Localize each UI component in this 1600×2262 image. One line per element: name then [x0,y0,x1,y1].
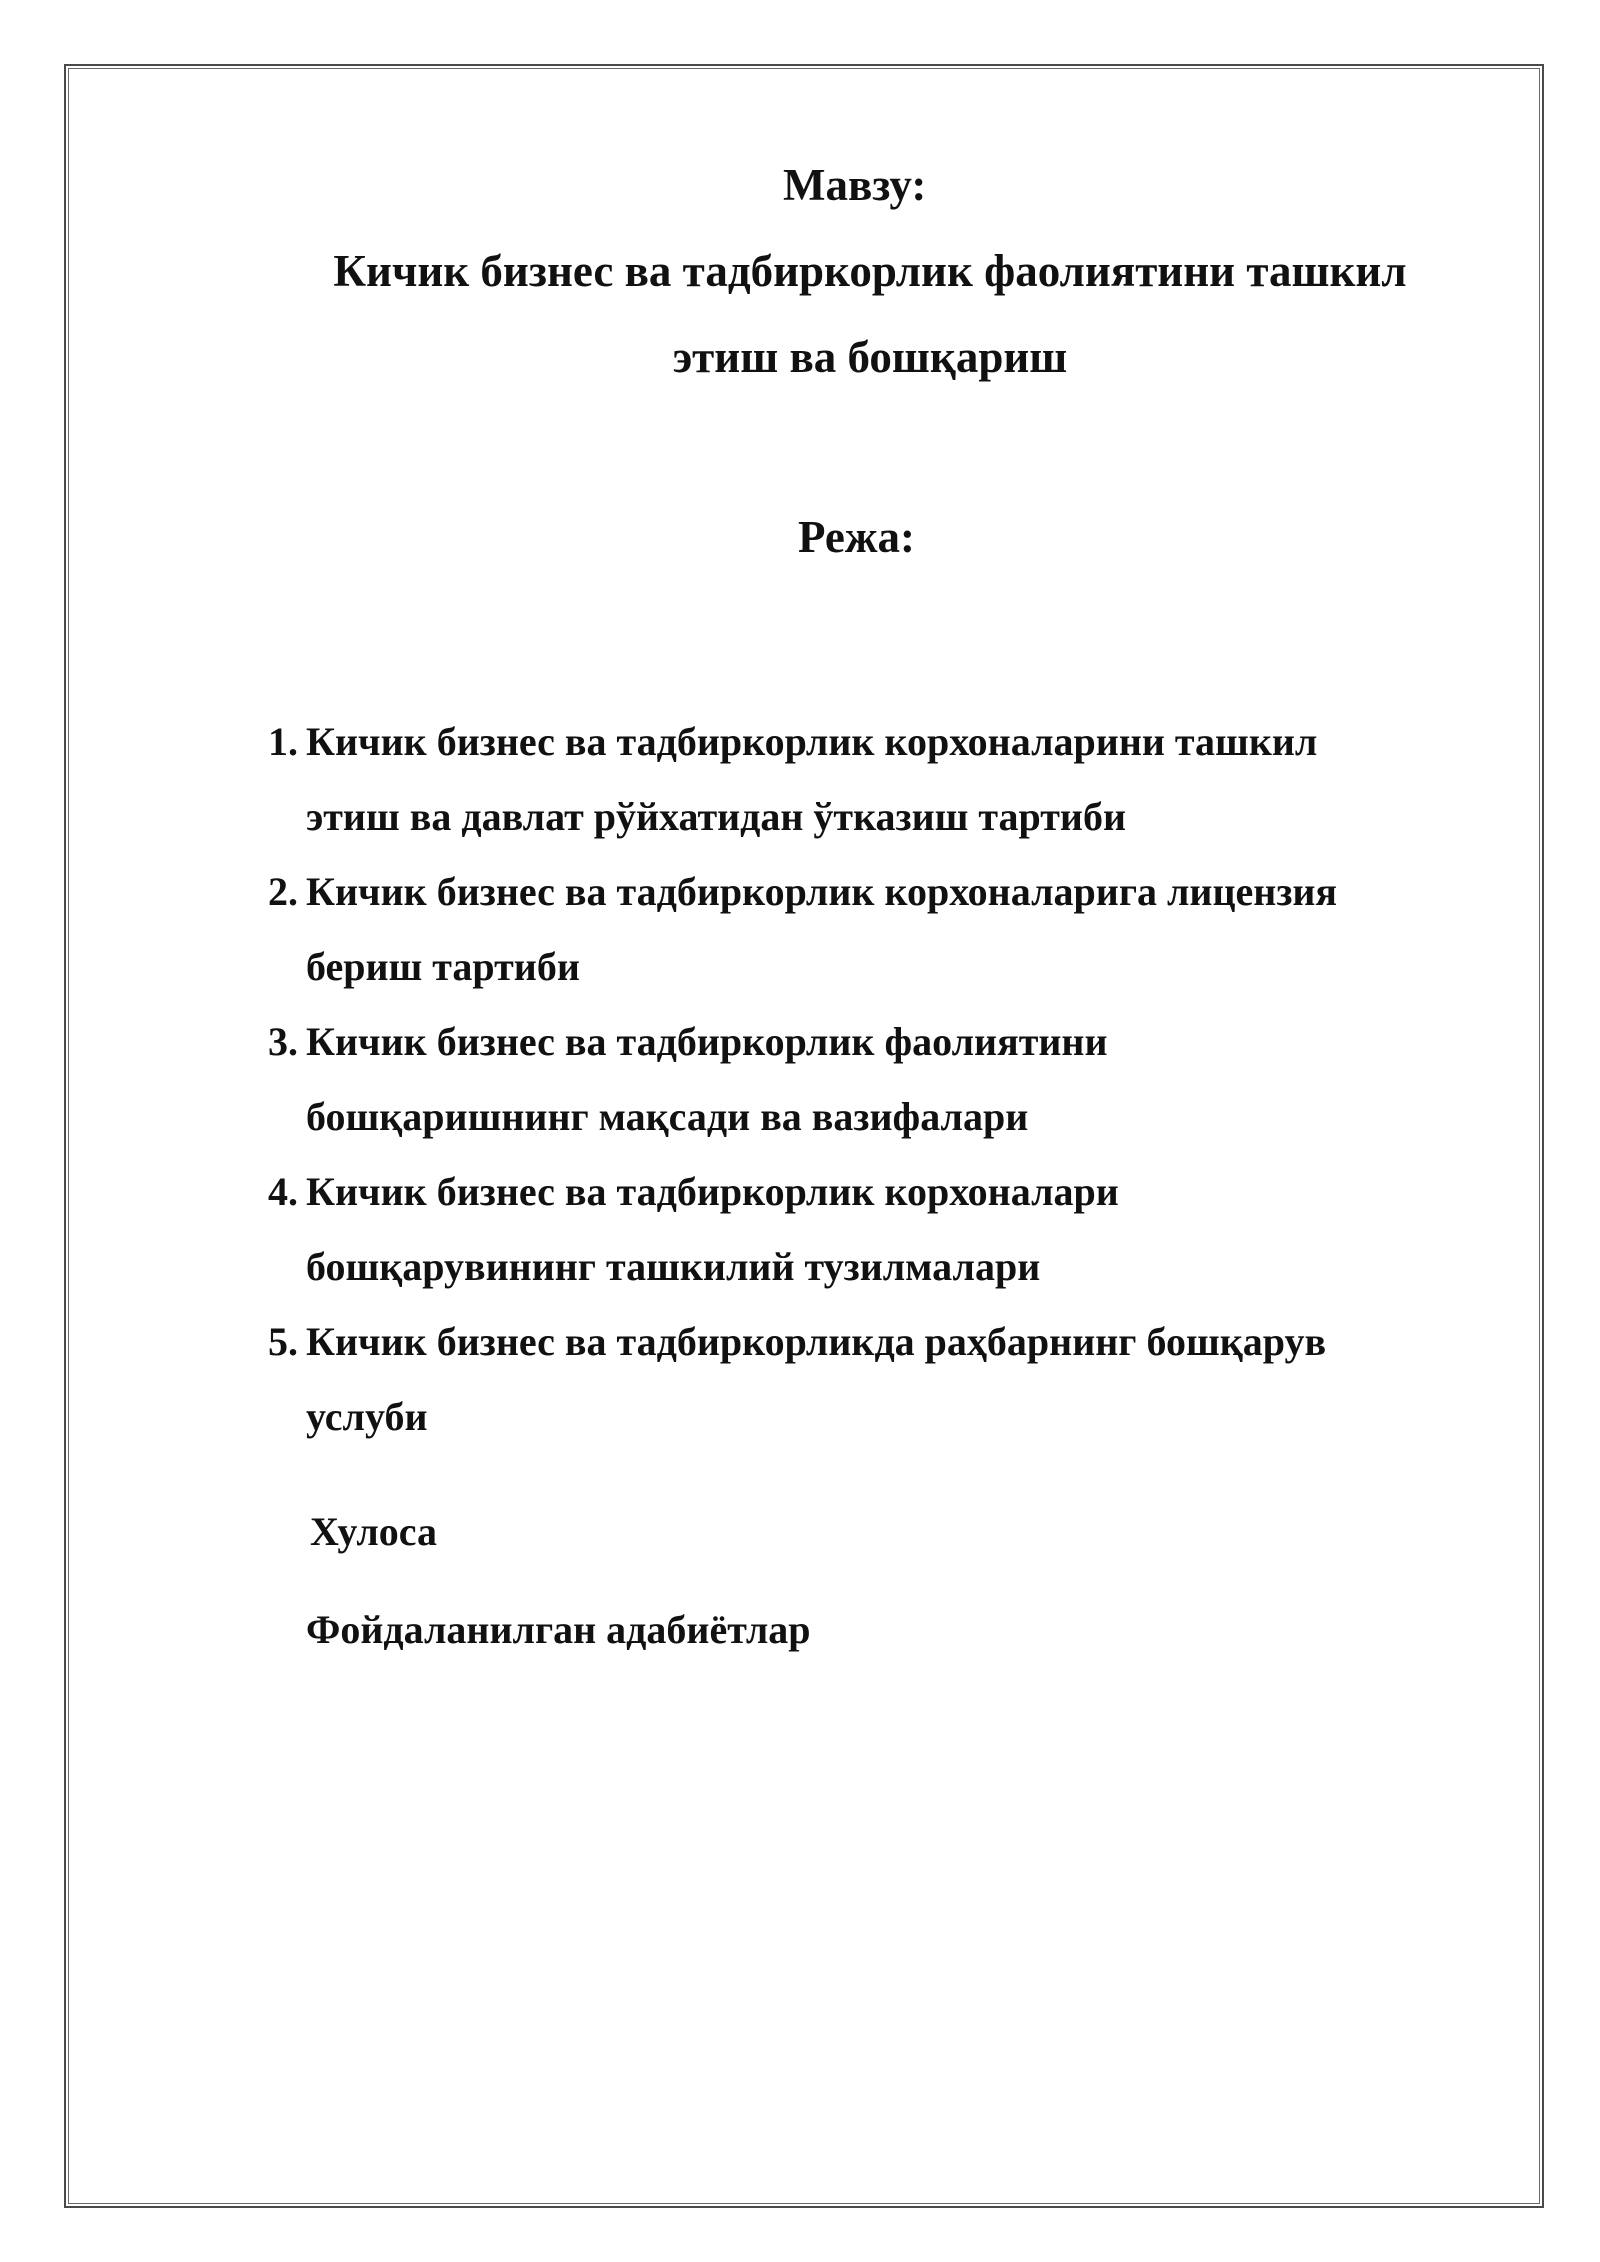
plan-item-line: Кичик бизнес ва тадбиркорлик корхоналари [306,1169,1119,1214]
plan-list [268,704,1508,1454]
plan-item-line: бериш тартиби [306,944,580,989]
title-line-1: Кичик бизнес ва тадбиркорлик фаолиятини ташкил [333,246,1407,296]
plan-item-number: 1. [268,719,298,764]
plan-item-3 [268,1004,1508,1154]
plan-item-line: Кичик бизнес ва тадбиркорлик корхоналарига лицензия [306,869,1338,914]
plan-item-1 [268,704,1508,854]
plan-item-number: 3. [268,1019,298,1064]
document-title [200,228,1540,400]
plan-item-line: Кичик бизнес ва тадбиркорлик фаолиятини [306,1019,1108,1064]
conclusion-label: Хулоса [310,1509,438,1554]
plan-item-line: услуби [306,1394,428,1439]
plan-item-line: Кичик бизнес ва тадбиркорлик корхоналарини ташкил [306,719,1318,764]
plan-item-line: бошқаришнинг мақсади ва вазифалари [306,1094,1029,1139]
title-line-2: этиш ва бошқариш [672,332,1068,382]
plan-item-number: 4. [268,1169,298,1214]
plan-item-line: бошқарувининг ташкилий тузилмалари [306,1244,1041,1289]
plan-item-2 [268,854,1508,1004]
topic-label: Мавзу: [783,160,927,210]
plan-item-4 [268,1154,1508,1304]
plan-item-number: 5. [268,1319,298,1364]
plan-item-number: 2. [268,869,298,914]
plan-label: Режа: [798,512,915,562]
plan-item-line: Кичик бизнес ва тадбиркорликда раҳбарнинг бошқарув [306,1319,1327,1364]
references-label: Фойдаланилган адабиётлар [306,1607,811,1652]
plan-item-5 [268,1304,1508,1454]
plan-item-line: этиш ва давлат рўйхатидан ўтказиш тартиби [306,794,1126,839]
